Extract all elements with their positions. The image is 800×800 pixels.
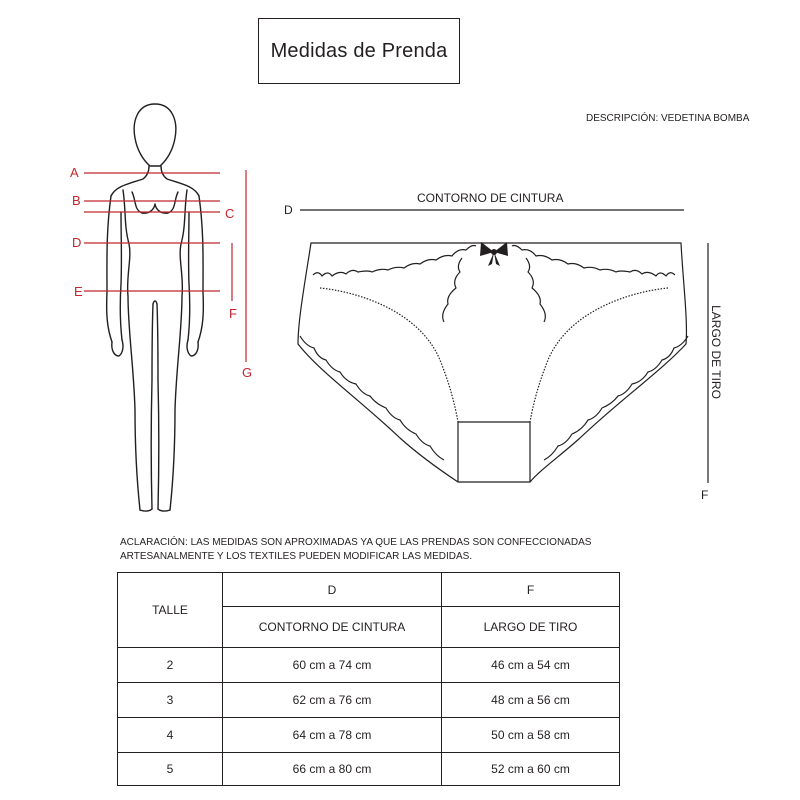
garment-label-f: F [701, 488, 709, 502]
disclaimer-note [120, 536, 600, 564]
garment-description: DESCRIPCIÓN: VEDETINA BOMBA [586, 113, 750, 124]
header-largo: LARGO DE TIRO [442, 607, 620, 648]
header-talle: TALLE [118, 573, 223, 648]
disclaimer-line-2: ARTESANALMENTE Y LOS TEXTILES PUEDEN MODIFICAR LAS MEDIDAS. [120, 551, 473, 562]
cell-contorno: 60 cm a 74 cm [223, 648, 442, 683]
label-g: G [242, 365, 253, 380]
disclaimer-line-1: ACLARACIÓN: LAS MEDIDAS SON APROXIMADAS YA QUE LAS PRENDAS SON CONFECCIONADAS [120, 537, 592, 548]
cell-largo: 46 cm a 54 cm [442, 648, 620, 683]
garment-label-d: D [284, 203, 293, 217]
garment-label-contorno: CONTORNO DE CINTURA [417, 191, 564, 205]
header-f-letter: F [442, 573, 620, 607]
body-silhouette [107, 104, 204, 511]
page-title: Medidas de Prenda [258, 18, 460, 84]
cell-largo: 52 cm a 60 cm [442, 753, 620, 786]
cell-contorno: 64 cm a 78 cm [223, 718, 442, 753]
cell-contorno: 62 cm a 76 cm [223, 683, 442, 718]
garment-label-largo: LARGO DE TIRO [709, 305, 723, 399]
label-b: B [72, 193, 81, 208]
label-f: F [229, 306, 237, 321]
label-a: A [70, 165, 79, 180]
cell-talle: 4 [118, 718, 223, 753]
size-table [117, 572, 620, 786]
cell-largo: 48 cm a 56 cm [442, 683, 620, 718]
cell-talle: 3 [118, 683, 223, 718]
cell-talle: 5 [118, 753, 223, 786]
label-d: D [72, 235, 82, 250]
table-row [118, 718, 620, 753]
header-contorno: CONTORNO DE CINTURA [223, 607, 442, 648]
cell-contorno: 66 cm a 80 cm [223, 753, 442, 786]
measurement-lines [84, 170, 246, 362]
cell-talle: 2 [118, 648, 223, 683]
panty-drawing [298, 243, 688, 482]
table-row [118, 648, 620, 683]
bow-icon [480, 242, 508, 266]
header-d-letter: D [223, 573, 442, 607]
cell-largo: 50 cm a 58 cm [442, 718, 620, 753]
label-c: C [225, 206, 235, 221]
table-row [118, 683, 620, 718]
table-row [118, 753, 620, 786]
label-e: E [74, 284, 83, 299]
